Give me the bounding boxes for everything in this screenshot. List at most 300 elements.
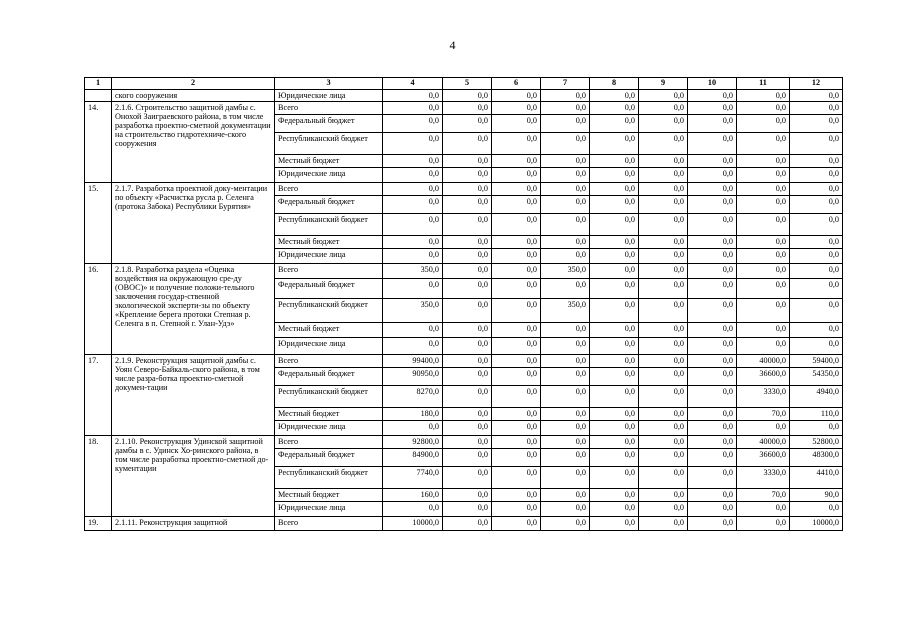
amount-cell: 0,0	[688, 155, 737, 168]
funding-source: Местный бюджет	[275, 155, 383, 168]
amount-cell: 0,0	[590, 236, 639, 249]
amount-cell: 40000,0	[737, 436, 790, 449]
amount-cell: 0,0	[688, 279, 737, 299]
funding-source: Республиканский бюджет	[275, 467, 383, 489]
table-row	[85, 264, 843, 279]
amount-cell: 0,0	[383, 102, 443, 115]
amount-cell: 0,0	[492, 214, 541, 236]
column-header: 11	[737, 78, 790, 90]
amount-cell: 0,0	[443, 279, 492, 299]
amount-cell: 90950,0	[383, 368, 443, 386]
amount-cell: 0,0	[443, 517, 492, 531]
column-header: 12	[790, 78, 843, 90]
amount-cell: 92800,0	[383, 436, 443, 449]
funding-source: Всего	[275, 355, 383, 368]
amount-cell: 0,0	[688, 323, 737, 338]
column-header: 3	[275, 78, 383, 90]
column-header: 9	[639, 78, 688, 90]
entry-number: 16.	[85, 264, 112, 355]
amount-cell: 0,0	[383, 279, 443, 299]
amount-cell: 0,0	[688, 502, 737, 517]
amount-cell: 0,0	[639, 196, 688, 214]
column-header: 5	[443, 78, 492, 90]
amount-cell: 0,0	[790, 249, 843, 264]
funding-source: Всего	[275, 264, 383, 279]
entry-name: 2.1.6. Строительство защитной дамбы с. Онохой Заиграевского района, в том числе разработка проектно-сметной документации на строительство гидротехниче-ского сооружения	[112, 102, 275, 183]
column-header: 7	[541, 78, 590, 90]
amount-cell: 10000,0	[383, 517, 443, 531]
amount-cell: 70,0	[737, 408, 790, 421]
amount-cell: 0,0	[492, 502, 541, 517]
amount-cell: 350,0	[541, 264, 590, 279]
funding-source: Федеральный бюджет	[275, 449, 383, 467]
amount-cell: 0,0	[590, 102, 639, 115]
funding-source: Юридические лица	[275, 338, 383, 355]
amount-cell: 0,0	[492, 102, 541, 115]
funding-source: Республиканский бюджет	[275, 299, 383, 323]
amount-cell: 0,0	[443, 323, 492, 338]
amount-cell: 0,0	[492, 489, 541, 502]
amount-cell: 0,0	[737, 196, 790, 214]
amount-cell: 0,0	[688, 421, 737, 436]
amount-cell: 0,0	[492, 449, 541, 467]
funding-source: Всего	[275, 436, 383, 449]
amount-cell: 0,0	[443, 299, 492, 323]
funding-source: Местный бюджет	[275, 489, 383, 502]
amount-cell: 0,0	[688, 249, 737, 264]
amount-cell: 52800,0	[790, 436, 843, 449]
amount-cell: 0,0	[737, 214, 790, 236]
funding-source: Федеральный бюджет	[275, 115, 383, 133]
amount-cell: 0,0	[590, 502, 639, 517]
amount-cell: 0,0	[737, 338, 790, 355]
amount-cell: 0,0	[790, 196, 843, 214]
amount-cell: 0,0	[383, 338, 443, 355]
amount-cell: 0,0	[639, 168, 688, 183]
amount-cell: 0,0	[492, 299, 541, 323]
amount-cell: 0,0	[492, 323, 541, 338]
amount-cell: 0,0	[590, 299, 639, 323]
amount-cell: 0,0	[383, 214, 443, 236]
funding-source: Местный бюджет	[275, 323, 383, 338]
column-header: 1	[85, 78, 112, 90]
amount-cell: 0,0	[541, 249, 590, 264]
amount-cell: 36600,0	[737, 368, 790, 386]
amount-cell: 0,0	[639, 102, 688, 115]
amount-cell: 0,0	[688, 368, 737, 386]
amount-cell: 0,0	[590, 436, 639, 449]
amount-cell: 180,0	[383, 408, 443, 421]
amount-cell: 0,0	[443, 449, 492, 467]
amount-cell: 0,0	[443, 196, 492, 214]
amount-cell: 0,0	[639, 323, 688, 338]
amount-cell: 0,0	[737, 133, 790, 155]
amount-cell: 0,0	[737, 323, 790, 338]
amount-cell: 0,0	[639, 421, 688, 436]
amount-cell: 0,0	[790, 133, 843, 155]
amount-cell: 0,0	[639, 279, 688, 299]
column-header: 2	[112, 78, 275, 90]
amount-cell: 0,0	[639, 236, 688, 249]
amount-cell: 0,0	[590, 90, 639, 102]
amount-cell: 0,0	[790, 115, 843, 133]
amount-cell: 0,0	[688, 133, 737, 155]
funding-source: Федеральный бюджет	[275, 368, 383, 386]
amount-cell: 0,0	[541, 168, 590, 183]
entry-name: 2.1.11. Реконструкция защитной	[112, 517, 275, 531]
amount-cell: 40000,0	[737, 355, 790, 368]
amount-cell: 0,0	[590, 133, 639, 155]
amount-cell: 0,0	[639, 386, 688, 408]
amount-cell: 0,0	[590, 323, 639, 338]
amount-cell: 0,0	[383, 502, 443, 517]
amount-cell: 0,0	[590, 214, 639, 236]
amount-cell: 0,0	[688, 115, 737, 133]
amount-cell: 0,0	[639, 368, 688, 386]
amount-cell: 0,0	[443, 236, 492, 249]
amount-cell: 0,0	[541, 408, 590, 421]
entry-name: 2.1.10. Реконструкция Удинской защитной дамбы в с. Удинск Хо-ринского района, в том числе разработка проектно-сметной до-кументации	[112, 436, 275, 517]
amount-cell: 0,0	[590, 115, 639, 133]
amount-cell: 0,0	[541, 102, 590, 115]
amount-cell: 350,0	[541, 299, 590, 323]
amount-cell: 0,0	[443, 183, 492, 196]
amount-cell: 0,0	[688, 168, 737, 183]
entry-name: 2.1.9. Реконструкция защитной дамбы с. Уоян Северо-Байкаль-ского района, в том числе разра-ботка проектно-сметной докумен-тации	[112, 355, 275, 436]
funding-source: Юридические лица	[275, 249, 383, 264]
amount-cell: 0,0	[790, 155, 843, 168]
amount-cell: 0,0	[590, 489, 639, 502]
amount-cell: 0,0	[737, 168, 790, 183]
amount-cell: 0,0	[383, 421, 443, 436]
amount-cell: 0,0	[443, 249, 492, 264]
amount-cell: 4410,0	[790, 467, 843, 489]
amount-cell: 0,0	[443, 421, 492, 436]
amount-cell: 0,0	[737, 155, 790, 168]
amount-cell: 0,0	[790, 299, 843, 323]
amount-cell: 0,0	[541, 196, 590, 214]
funding-source: Федеральный бюджет	[275, 279, 383, 299]
funding-source: Местный бюджет	[275, 408, 383, 421]
amount-cell: 0,0	[688, 183, 737, 196]
column-header: 10	[688, 78, 737, 90]
amount-cell: 0,0	[383, 236, 443, 249]
amount-cell: 0,0	[688, 214, 737, 236]
amount-cell: 0,0	[443, 90, 492, 102]
amount-cell: 0,0	[639, 264, 688, 279]
amount-cell: 0,0	[492, 133, 541, 155]
amount-cell: 0,0	[688, 386, 737, 408]
amount-cell: 0,0	[492, 421, 541, 436]
amount-cell: 0,0	[590, 183, 639, 196]
amount-cell: 0,0	[492, 264, 541, 279]
amount-cell: 0,0	[688, 90, 737, 102]
amount-cell: 0,0	[541, 449, 590, 467]
amount-cell: 0,0	[492, 467, 541, 489]
amount-cell: 0,0	[688, 338, 737, 355]
amount-cell: 0,0	[492, 183, 541, 196]
amount-cell: 350,0	[383, 299, 443, 323]
amount-cell: 0,0	[443, 214, 492, 236]
amount-cell: 0,0	[737, 249, 790, 264]
amount-cell: 0,0	[443, 436, 492, 449]
column-header: 4	[383, 78, 443, 90]
amount-cell: 0,0	[383, 90, 443, 102]
amount-cell: 0,0	[590, 249, 639, 264]
amount-cell: 0,0	[443, 168, 492, 183]
amount-cell: 0,0	[790, 214, 843, 236]
amount-cell: 0,0	[492, 236, 541, 249]
amount-cell: 0,0	[590, 196, 639, 214]
amount-cell: 0,0	[688, 196, 737, 214]
amount-cell: 0,0	[639, 408, 688, 421]
amount-cell: 0,0	[590, 338, 639, 355]
amount-cell: 0,0	[737, 183, 790, 196]
amount-cell: 0,0	[541, 368, 590, 386]
amount-cell: 110,0	[790, 408, 843, 421]
amount-cell: 0,0	[737, 517, 790, 531]
amount-cell: 0,0	[639, 90, 688, 102]
amount-cell: 90,0	[790, 489, 843, 502]
amount-cell: 3330,0	[737, 386, 790, 408]
amount-cell: 0,0	[541, 279, 590, 299]
amount-cell: 0,0	[737, 299, 790, 323]
amount-cell: 0,0	[492, 368, 541, 386]
table-body	[85, 78, 843, 531]
amount-cell: 0,0	[688, 436, 737, 449]
amount-cell: 160,0	[383, 489, 443, 502]
amount-cell: 70,0	[737, 489, 790, 502]
amount-cell: 0,0	[541, 436, 590, 449]
amount-cell: 0,0	[737, 421, 790, 436]
amount-cell: 0,0	[639, 436, 688, 449]
amount-cell: 0,0	[443, 115, 492, 133]
funding-source: Юридические лица	[275, 502, 383, 517]
amount-cell: 0,0	[639, 449, 688, 467]
amount-cell: 8270,0	[383, 386, 443, 408]
amount-cell: 0,0	[790, 183, 843, 196]
amount-cell: 0,0	[790, 236, 843, 249]
funding-source: Юридические лица	[275, 421, 383, 436]
amount-cell: 0,0	[590, 264, 639, 279]
amount-cell: 0,0	[541, 323, 590, 338]
entry-number: 17.	[85, 355, 112, 436]
amount-cell: 0,0	[639, 214, 688, 236]
amount-cell: 0,0	[737, 502, 790, 517]
funding-source: Всего	[275, 102, 383, 115]
amount-cell: 0,0	[790, 279, 843, 299]
amount-cell: 0,0	[383, 133, 443, 155]
funding-source: Республиканский бюджет	[275, 214, 383, 236]
amount-cell: 0,0	[443, 338, 492, 355]
amount-cell: 0,0	[590, 168, 639, 183]
entry-number	[85, 90, 112, 102]
table-row	[85, 183, 843, 196]
amount-cell: 4940,0	[790, 386, 843, 408]
entry-number: 19.	[85, 517, 112, 531]
amount-cell: 0,0	[639, 338, 688, 355]
amount-cell: 10000,0	[790, 517, 843, 531]
amount-cell: 0,0	[688, 449, 737, 467]
amount-cell: 0,0	[688, 264, 737, 279]
amount-cell: 99400,0	[383, 355, 443, 368]
entry-number: 18.	[85, 436, 112, 517]
amount-cell: 0,0	[492, 338, 541, 355]
amount-cell: 0,0	[443, 408, 492, 421]
amount-cell: 0,0	[790, 102, 843, 115]
amount-cell: 0,0	[688, 517, 737, 531]
amount-cell: 84900,0	[383, 449, 443, 467]
amount-cell: 0,0	[383, 249, 443, 264]
amount-cell: 0,0	[590, 408, 639, 421]
amount-cell: 0,0	[383, 323, 443, 338]
amount-cell: 0,0	[639, 355, 688, 368]
amount-cell: 36600,0	[737, 449, 790, 467]
table-row	[85, 102, 843, 115]
funding-source: Юридические лица	[275, 168, 383, 183]
amount-cell: 0,0	[590, 421, 639, 436]
amount-cell: 0,0	[492, 386, 541, 408]
amount-cell: 3330,0	[737, 467, 790, 489]
amount-cell: 0,0	[492, 196, 541, 214]
amount-cell: 0,0	[590, 279, 639, 299]
amount-cell: 0,0	[443, 489, 492, 502]
funding-source: Республиканский бюджет	[275, 386, 383, 408]
entry-name: ского сооружения	[112, 90, 275, 102]
amount-cell: 0,0	[492, 279, 541, 299]
amount-cell: 0,0	[790, 168, 843, 183]
amount-cell: 0,0	[443, 133, 492, 155]
table-row	[85, 355, 843, 368]
amount-cell: 0,0	[383, 115, 443, 133]
amount-cell: 0,0	[492, 355, 541, 368]
amount-cell: 0,0	[590, 467, 639, 489]
entry-number: 15.	[85, 183, 112, 264]
funding-source: Местный бюджет	[275, 236, 383, 249]
funding-source: Республиканский бюджет	[275, 133, 383, 155]
amount-cell: 0,0	[790, 421, 843, 436]
amount-cell: 0,0	[541, 421, 590, 436]
funding-source: Всего	[275, 183, 383, 196]
amount-cell: 0,0	[639, 489, 688, 502]
amount-cell: 0,0	[383, 196, 443, 214]
amount-cell: 0,0	[790, 338, 843, 355]
amount-cell: 0,0	[737, 279, 790, 299]
entry-name: 2.1.8. Разработка раздела «Оценка воздействия на окружающую сре-ду (ОВОС)» и получение положи-тельного заключения государ-ственной экологической эксперти-зы по объекту «Крепление берега протоки Степная р. Селенга в п. Степной г. Улан-Удэ»	[112, 264, 275, 355]
amount-cell: 0,0	[443, 355, 492, 368]
amount-cell: 0,0	[541, 214, 590, 236]
amount-cell: 48300,0	[790, 449, 843, 467]
budget-table	[84, 77, 843, 531]
amount-cell: 0,0	[541, 90, 590, 102]
amount-cell: 0,0	[688, 102, 737, 115]
amount-cell: 350,0	[383, 264, 443, 279]
amount-cell: 0,0	[590, 355, 639, 368]
amount-cell: 0,0	[639, 115, 688, 133]
amount-cell: 0,0	[639, 133, 688, 155]
amount-cell: 0,0	[790, 323, 843, 338]
amount-cell: 0,0	[443, 502, 492, 517]
amount-cell: 0,0	[688, 408, 737, 421]
amount-cell: 0,0	[688, 236, 737, 249]
amount-cell: 0,0	[790, 502, 843, 517]
amount-cell: 0,0	[492, 90, 541, 102]
amount-cell: 0,0	[541, 386, 590, 408]
amount-cell: 0,0	[737, 236, 790, 249]
amount-cell: 0,0	[590, 386, 639, 408]
amount-cell: 0,0	[443, 155, 492, 168]
amount-cell: 0,0	[790, 264, 843, 279]
column-header: 8	[590, 78, 639, 90]
amount-cell: 0,0	[790, 90, 843, 102]
amount-cell: 0,0	[492, 115, 541, 133]
amount-cell: 0,0	[541, 133, 590, 155]
amount-cell: 0,0	[443, 264, 492, 279]
amount-cell: 0,0	[541, 489, 590, 502]
amount-cell: 0,0	[541, 467, 590, 489]
amount-cell: 0,0	[541, 355, 590, 368]
entry-name: 2.1.7. Разработка проектной доку-ментации по объекту «Расчистка русла р. Селенга (протока Забока) Республики Бурятия»	[112, 183, 275, 264]
amount-cell: 0,0	[383, 183, 443, 196]
amount-cell: 0,0	[688, 299, 737, 323]
amount-cell: 0,0	[492, 249, 541, 264]
funding-source: Юридические лица	[275, 90, 383, 102]
amount-cell: 0,0	[737, 102, 790, 115]
amount-cell: 54350,0	[790, 368, 843, 386]
table-row	[85, 436, 843, 449]
funding-source: Всего	[275, 517, 383, 531]
amount-cell: 0,0	[590, 155, 639, 168]
amount-cell: 0,0	[639, 249, 688, 264]
amount-cell: 0,0	[639, 183, 688, 196]
amount-cell: 0,0	[541, 236, 590, 249]
amount-cell: 0,0	[688, 467, 737, 489]
amount-cell: 0,0	[443, 386, 492, 408]
amount-cell: 0,0	[639, 155, 688, 168]
amount-cell: 0,0	[737, 115, 790, 133]
amount-cell: 0,0	[639, 299, 688, 323]
amount-cell: 0,0	[541, 183, 590, 196]
header-row	[85, 78, 843, 90]
amount-cell: 0,0	[737, 90, 790, 102]
amount-cell: 0,0	[541, 115, 590, 133]
amount-cell: 0,0	[590, 368, 639, 386]
amount-cell: 0,0	[639, 502, 688, 517]
amount-cell: 0,0	[443, 467, 492, 489]
amount-cell: 0,0	[492, 436, 541, 449]
amount-cell: 0,0	[541, 502, 590, 517]
amount-cell: 0,0	[383, 168, 443, 183]
amount-cell: 0,0	[541, 155, 590, 168]
amount-cell: 0,0	[492, 408, 541, 421]
amount-cell: 0,0	[383, 155, 443, 168]
amount-cell: 0,0	[688, 489, 737, 502]
amount-cell: 0,0	[492, 155, 541, 168]
funding-source: Федеральный бюджет	[275, 196, 383, 214]
table-row	[85, 90, 843, 102]
entry-number: 14.	[85, 102, 112, 183]
amount-cell: 0,0	[590, 517, 639, 531]
amount-cell: 7740,0	[383, 467, 443, 489]
amount-cell: 0,0	[737, 264, 790, 279]
column-header: 6	[492, 78, 541, 90]
amount-cell: 0,0	[541, 517, 590, 531]
table-row	[85, 517, 843, 531]
amount-cell: 0,0	[492, 168, 541, 183]
amount-cell: 0,0	[541, 338, 590, 355]
amount-cell: 0,0	[688, 355, 737, 368]
amount-cell: 0,0	[639, 467, 688, 489]
